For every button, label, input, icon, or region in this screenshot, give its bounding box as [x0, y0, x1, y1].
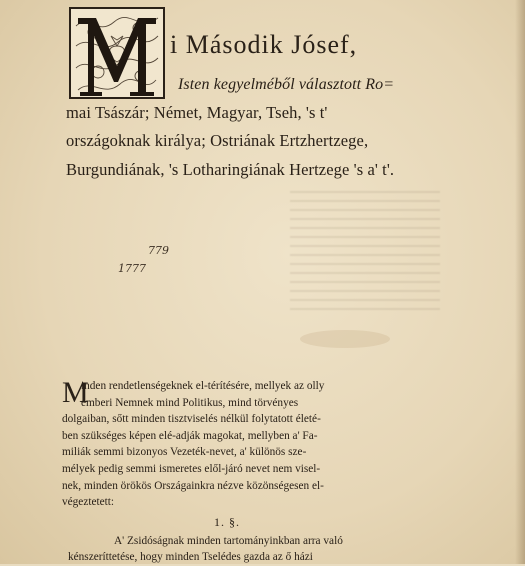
body-paragraph — [62, 378, 422, 511]
section-line-1: A' Zsidóságnak minden tartományinkban arra való — [114, 535, 343, 547]
paragraph-line-4: ben szükséges képen elé-adják magokat, mellyben a' Fa- — [62, 429, 318, 442]
paragraph-line-8: végeztetett: — [62, 496, 115, 509]
section-line-2: kénszeríttetése, hogy minden Tselédes gazda az ő házi — [68, 551, 313, 564]
paper-stain — [300, 330, 390, 348]
heading-line-4: országoknak királya; Ostriának Ertzhertzege, — [66, 131, 369, 150]
decorated-initial-m — [68, 6, 166, 100]
heading-line-5: Burgundiának, 's Lotharingiának Hertzege 's a' t'. — [66, 160, 395, 179]
show-through-text — [290, 190, 440, 310]
paragraph-line-2: emberi Nemnek mind Politikus, mind törvényes — [81, 396, 299, 409]
heading-line-1: i Második Jósef, — [170, 30, 358, 59]
section-heading: 1. §. — [214, 515, 240, 529]
paragraph-line-1: inden rendetlenségeknek el-térítésére, mellyek az olly — [81, 380, 325, 392]
paragraph-line-3: dolgaiban, sőtt minden tisztviselés nélkül folytatott életé- — [62, 413, 321, 426]
section-paragraph — [68, 533, 428, 566]
page-edge — [515, 0, 525, 564]
handwritten-note-1: 779 — [148, 244, 169, 257]
heading-line-2: Isten kegyelméből választott Ro= — [178, 76, 395, 93]
paragraph-line-7: nek, minden örökös Országainkra nézve közönségesen el- — [62, 479, 324, 492]
paragraph-initial: M — [62, 376, 89, 409]
paragraph-line-6: mélyek pedig semmi ismeretes elől-járó nevet nem visel- — [62, 462, 321, 475]
paragraph-line-5: miliák semmi bizonyos Vezeték-nevet, a' különös sze- — [62, 446, 307, 459]
handwritten-note-2: 1777 — [118, 262, 146, 275]
ornament-initial-icon — [68, 6, 166, 100]
heading-line-3: mai Tsászár; Német, Magyar, Tseh, 's t' — [66, 103, 328, 122]
